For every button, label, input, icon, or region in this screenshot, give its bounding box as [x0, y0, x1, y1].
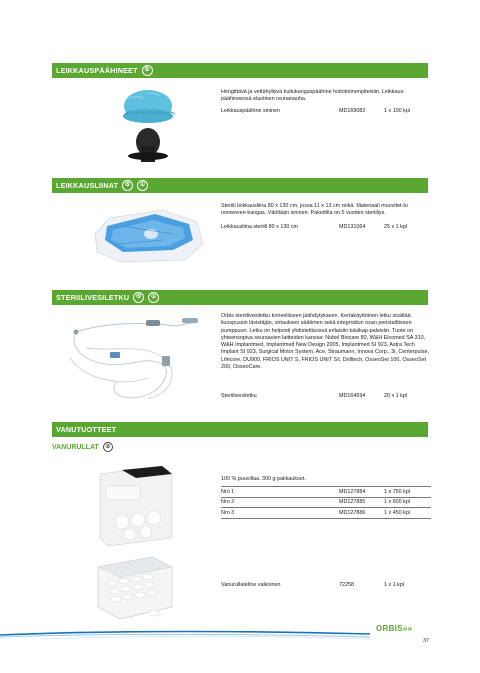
product-row [221, 108, 431, 117]
product-description: Hengittävä ja vettähylkivä kuitukangaspäähine hoitotoimenpiteisiin. Leikkaus-päähineessä elastinen reunanauha. [221, 89, 405, 103]
product-row [221, 224, 431, 233]
product-quantity: 20 x 1 kpl [384, 393, 408, 399]
product-quantity: 1 x 450 kpl [384, 509, 411, 516]
cotton-roll-holder-image [92, 553, 178, 623]
table-row [221, 508, 431, 519]
product-quantity: 1 x 1 kpl [384, 582, 405, 588]
section-title: STERIILIVESILETKU [56, 293, 130, 302]
product-code: MD131064 [339, 224, 366, 230]
irrigation-tubing-image [56, 312, 206, 408]
product-name: Vanurullateline valkoinen [221, 582, 281, 588]
product-code: MD127886 [339, 509, 366, 516]
section-header-leikkauspaahineet [52, 63, 428, 78]
symbol-1-icon: ① [148, 292, 159, 303]
logo-text: ORBIS [376, 624, 403, 633]
cotton-rolls-package-image [92, 462, 176, 548]
surgical-cap-image [103, 84, 193, 162]
product-name: Nro 2 [221, 498, 235, 505]
section-title: LEIKKAUSLIINAT [56, 181, 119, 190]
product-code: MD127885 [339, 498, 366, 505]
product-description: Steriili leikkausliina 80 x 130 cm, jossa 11 x 13 cm reikä. Materiaali muovitet-tu nonwoven-kangas. Väriltään sininen. Pakettilla on 5 vuoden steriiliys. [221, 203, 408, 217]
product-code: MD164694 [339, 393, 366, 399]
page-number: 37 [423, 638, 430, 644]
symbol-2-icon: ② [103, 442, 113, 452]
symbol-5-icon: ⑤ [133, 292, 144, 303]
product-row [221, 393, 431, 402]
table-row [221, 497, 431, 508]
product-code: MD169082 [339, 108, 366, 114]
section-title: LEIKKAUSPÄÄHINEET [56, 66, 138, 75]
product-quantity: 1 x 100 kpl [384, 108, 411, 114]
section-title: VANUTUOTTEET [56, 425, 117, 434]
product-name: Leikkausliina steriili 80 x 130 cm [221, 224, 299, 230]
section-header-leikkausliinat [52, 178, 428, 193]
logo-chevrons-icon: »» [402, 624, 413, 633]
section-header-vanutuotteet [52, 422, 428, 437]
symbol-5-icon: ⑤ [142, 65, 153, 76]
product-description: Orbis steriilivesiletku koneelliseen jäähdytykseen. Kertakäyttöinen letku sisältää liuospussin lävistäjän, virtauksen säätimen sekä integroidun osan peristalttiseen pumppuun. Letku on helposti yhdistettävissä erilaisiin käsikap-paleisiin. Tuote on yhteensopiva seuraavien laitteiden kanssa: Nobel Biocare 80, W&H Elcomed SA 310, W&H Implantmed, Implantmed New Design 2005, Implantmed SI 923, Astra Tech Implant SI 923, Surgical Motor System, Ace, Straumann, Innova Corp., 3i, Centerpulse, Lifecore, DU900, FRIOS UNIT S, FRIOS UNIT S/i, Drilltech, OsseoSet 100, OsseoSet 200, OsseoCare. [221, 313, 429, 371]
product-description: 100 % puuvillaa. 300 g pakkaukset. [221, 476, 306, 482]
product-name: Steriilivesiletku [221, 393, 257, 399]
product-name: Nro 1 [221, 488, 235, 495]
symbol-1-icon: ① [137, 180, 148, 191]
product-name: Nro 3 [221, 509, 235, 516]
symbol-5-icon: ⑤ [122, 180, 133, 191]
section-header-steriilivesiletku [52, 290, 428, 305]
product-row [221, 582, 431, 591]
orbis-logo [376, 624, 412, 633]
product-quantity: 1 x 750 kpl [384, 488, 411, 495]
surgical-drape-image [93, 200, 205, 266]
subsection-title: VANURULLAT [52, 443, 99, 451]
product-quantity: 1 x 600 kpl [384, 498, 411, 505]
product-quantity: 25 x 1 kpl [384, 224, 408, 230]
product-code: 72258 [339, 582, 354, 588]
product-name: Leikkauspäähine sininen [221, 108, 281, 114]
subsection-vanurullat [52, 442, 113, 452]
product-code: MD127884 [339, 488, 366, 495]
